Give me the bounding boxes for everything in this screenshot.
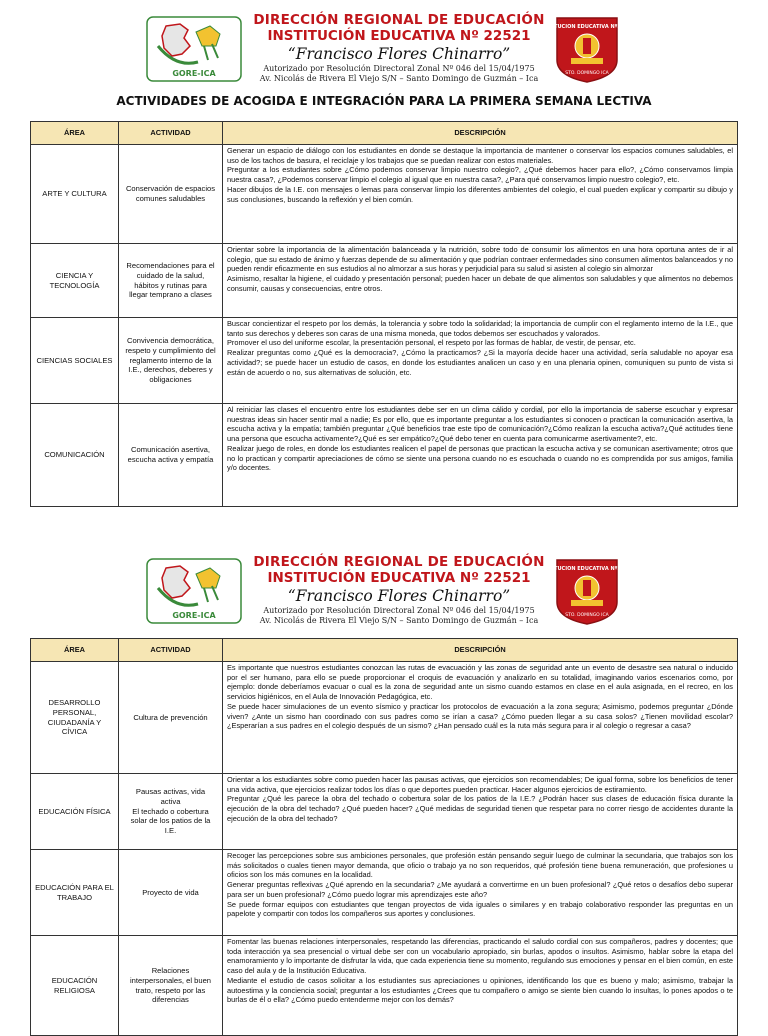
activity-cell: Convivencia democrática, respeto y cumplimiento del reglamento interno de la I.E., derechos, deberes y obligaciones: [119, 318, 223, 404]
table-row: [31, 850, 738, 936]
table-row: [31, 774, 738, 850]
description-paragraph: Promover el uso del uniforme escolar, la presentación personal, el respeto por las formas de hablar, de vestir, de pensar, etc.: [227, 338, 636, 348]
school-crest-logo: [539, 14, 635, 84]
activities-table-2: [30, 638, 738, 1036]
area-cell: ARTE Y CULTURA: [31, 145, 119, 244]
activity-cell: Conservación de espacios comunes saludables: [119, 145, 223, 244]
table-row: [31, 318, 738, 404]
description-paragraph: Recoger las percepciones sobre sus ambiciones personales, que profesión están pensando seguir luego de culminar la secundaria, que trabajos son los más solicitados o cuales tienen mayor demanda, que oficio o trabajo ya no son requeridos, qué profesión tiene buena remuneración, que profesiones u oficios son los más comunes en la localidad.: [227, 851, 733, 880]
description-paragraph: Preguntar a los estudiantes sobre ¿Cómo podemos conservar limpio nuestro colegio?, ¿Qué debemos hacer para ello?, ¿Cómo conservamos limpia nuestra casa?, ¿Podemos conservar limpio el colegio al igual que en nuestra casa?, ¿Para qué conservamos limpio nuestro colegio?, etc.: [227, 165, 733, 185]
table-row: [31, 936, 738, 1036]
table-row: [31, 145, 738, 244]
area-cell: CIENCIA Y TECNOLOGÍA: [31, 244, 119, 318]
area-cell: EDUCACIÓN RELIGIOSA: [31, 936, 119, 1036]
page-title: ACTIVIDADES DE ACOGIDA E INTEGRACIÓN PARA LA PRIMERA SEMANA LECTIVA: [116, 94, 652, 108]
area-cell: EDUCACIÓN PARA EL TRABAJO: [31, 850, 119, 936]
area-cell: COMUNICACIÓN: [31, 404, 119, 507]
column-header-activity: ACTIVIDAD: [119, 122, 223, 145]
description-paragraph: Generar preguntas reflexivas ¿Qué aprendo en la secundaria? ¿Me ayudará a convertirme en un buen profesional? ¿Qué retos o desafíos debo superar para ser un buen profesional? ¿Cómo puedo lograr mis aprendizajes este año?: [227, 880, 733, 899]
header-line-4: Autorizado por Resolución Directoral Zonal Nº 046 del 15/04/1975: [263, 64, 535, 73]
school-crest-logo: [539, 556, 635, 626]
description-paragraph: Preguntar ¿Qué les parece la obra del techado o cobertura solar de los patios de la I.E.? ¿Podrán hacer sus clases de educación física durante la ejecución de la obra del techado? ¿Qué pueden hacer? ¿Qué medidas de seguridad tienen que respetar para no correr riesgo de accidentes durante la ejecución de la obra del techado?: [227, 794, 733, 823]
description-paragraph: Asimismo, resaltar la higiene, el cuidado y presentación personal; pueden hacer un debate de que alimentos son saludables y que alimentos no debemos consumir, causas y consecuencias, entre otros.: [227, 274, 733, 293]
activity-cell: Cultura de prevención: [119, 662, 223, 774]
column-header-description: DESCRIPCIÓN: [223, 639, 738, 662]
description-paragraph: Se puede formar equipos con estudiantes que tengan proyectos de vida iguales o similares y en trabajo colaborativo responder las preguntas en un papelote y compartir con todos los compañeros sus aportes y conclusiones.: [227, 899, 733, 919]
crest-text-top: INSTITUCION EDUCATIVA Nº22521: [539, 24, 635, 30]
description-paragraph: Realizar preguntas como ¿Qué es la democracia?, ¿Cómo la practicamos? ¿Si la mayoría decide hacer una actividad, sería saludable no apoyar esa actividad?; se puede hacer un estudio de casos, en donde los estudiantes analicen un caso y en una plenaria opinen, comuniquen su punto de vista si están de acuerdo o no, sus alternativas de solución, etc.: [227, 348, 733, 377]
header-line-2: INSTITUCIÓN EDUCATIVA Nº 22521: [267, 28, 531, 44]
gore-ica-logo: [146, 16, 242, 82]
header-line-1: DIRECCIÓN REGIONAL DE EDUCACIÓN: [253, 554, 545, 570]
description-paragraph: Se puede hacer simulaciones de un evento sísmico y practicar los protocolos de evacuación a la zona segura; Asimismo, podemos preguntar ¿Dónde viven? ¿Ante un sismo han coordinado con sus padres como se irían a casa? ¿Cómo pueden llegar a su casa solos? ¿Tienen movilidad escolar? ¿Esperarían a sus padres en el colegio después de un sismo? ¿Han pensado cuál es la ruta más segura para ir al colegio o regresar a casa?: [227, 701, 733, 731]
table-row: [31, 662, 738, 774]
header-text: [240, 554, 558, 626]
area-cell: CIENCIAS SOCIALES: [31, 318, 119, 404]
header-line-3: “Francisco Flores Chinarro”: [287, 45, 511, 63]
gore-ica-logo: [146, 558, 242, 624]
activity-cell: Relaciones interpersonales, el buen trato, respeto por las diferencias: [119, 936, 223, 1036]
table-header-row: [31, 122, 738, 145]
description-cell: [223, 936, 738, 1036]
description-paragraph: Realizar juego de roles, en donde los estudiantes realicen el papel de personas que practican la escucha activa y se comunican asertivamente; otros que no lo practican y compartir apreciaciones de cómo se siente una persona cuando no es escuchada o cuando no es comprendida por sus amigos, familia y/o docentes.: [227, 443, 733, 473]
description-cell: [223, 662, 738, 774]
area-cell: EDUCACIÓN FÍSICA: [31, 774, 119, 850]
description-paragraph: Orientar sobre la importancia de la alimentación balanceada y la nutrición, sobre todo de consumir los alimentos en una hora oportuna antes de ir al colegio, que su estado de ánimo y fuerzas depende de su alimentación y que podrían contraer enfermedades sino consumen alimentos balanceados y no pueden rendir eficazmente en sus estudios al no almorzar a sus horas y perjudicial para su salud si asisten al colegio sin almorzar: [227, 245, 733, 274]
description-paragraph: Buscar concientizar el respeto por los demás, la tolerancia y sobre todo la solidaridad; la importancia de cumplir con el reglamento interno de la I.E., que tanto sus derechos y deberes son caras de una misma moneda, que todos debemos ser escuchados y valorados.: [227, 319, 733, 338]
column-header-activity: ACTIVIDAD: [119, 639, 223, 662]
activities-table-1: [30, 121, 738, 507]
description-cell: [223, 404, 738, 507]
activity-cell: Pausas activas, vida activa El techado o cobertura solar de los patios de la I.E.: [119, 774, 223, 850]
description-paragraph: Es importante que nuestros estudiantes conozcan las rutas de evacuación y las zonas de seguridad ante un evento de desastre sea natural o inducido por el ser humano, para ello se puede proporcionar el croquis de evacuación y analizarlo en su totalidad, imaginando varios escenarios como, por ejemplo: donde deberíamos evacuar o cual es la zona de seguridad ante un sismo cuando estamos en clase en el aula asignada, en el recreo, en los servicios higiénicos, en el Aula de Innovación Pedagógica, etc.: [227, 663, 733, 702]
description-cell: [223, 244, 738, 318]
column-header-area: ÁREA: [31, 639, 119, 662]
activity-cell: Recomendaciones para el cuidado de la salud, hábitos y rutinas para llegar temprano a clases: [119, 244, 223, 318]
description-paragraph: Hacer dibujos de la I.E. con mensajes o lemas para conservar limpio los diferentes ambientes del colegio, el cual pueden explicar y compartir su dibujo y sus conclusiones, buscando la reflexión y el bien común.: [227, 184, 733, 204]
header-text: [240, 12, 558, 84]
header-line-1: DIRECCIÓN REGIONAL DE EDUCACIÓN: [253, 12, 545, 28]
description-paragraph: Orientar a los estudiantes sobre como pueden hacer las pausas activas, que ejercicios son recomendables; De igual forma, sobre los beneficios de tener una vida activa, que ejercicios realizar todos los días o que deportes pueden practicar. Hacer algunos ejercicios de estiramiento.: [227, 775, 733, 794]
crest-text-bottom: STO. DOMINGO ICA: [565, 71, 609, 76]
page2-header: [0, 552, 768, 632]
description-paragraph: Fomentar las buenas relaciones interpersonales, respetando las diferencias, practicando el saludo cordial con sus compañeros, padres y docentes; que toda interacción ya sea presencial o virtual debe ser con un vocabulario apropiado, sin burlas, apodos o insultos. Asimismo, hablar sobre la etapa del enamoramiento y lo importante de disfrutar la vida, que cada experiencia tiene su momento, regulando sus emociones y pensar en el bien común, en este caso del aula y de la Institución Educativa.: [227, 937, 733, 976]
table-row: [31, 404, 738, 507]
header-line-5: Av. Nicolás de Rivera El Viejo S/N – Santo Domingo de Guzmán – Ica: [259, 616, 539, 625]
description-cell: [223, 145, 738, 244]
column-header-area: ÁREA: [31, 122, 119, 145]
table-header-row: [31, 639, 738, 662]
description-paragraph: Al reiniciar las clases el encuentro entre los estudiantes debe ser en un clima cálido y cordial, por ello la importancia de saberse escuchar y expresar nuestras ideas sin hacer sentir mal a nadie; Es por ello, que es importante preguntar a los estudiantes si conocen o practican la comunicación asertiva, la escucha activa y la empatía; también preguntar ¿Qué beneficios trae este tipo de comunicación?¿Cómo realizan la escucha activa?¿Qué actitudes tiene una persona que escucha activamente?¿Qué es ser empático?¿Qué debo tener en cuenta para comunicarme asertivamente?, etc.: [227, 405, 733, 444]
crest-text-top: INSTITUCION EDUCATIVA Nº22521: [539, 566, 635, 572]
activity-cell: Comunicación asertiva, escucha activa y empatía: [119, 404, 223, 507]
gore-ica-label: GORE-ICA: [172, 69, 216, 78]
description-paragraph: Mediante el estudio de casos solicitar a los estudiantes sus apreciaciones u opiniones, identificando los que es bueno y malo; asimismo, trabajar la autoestima y la conciencia social; preguntar a los estudiantes ¿Crees que tu compañero o amigo se siente bien cuando lo insultas, lo pones apodos o te burlas de él o ella? ¿Cómo puedo entenderme mejor con los demás?: [227, 975, 733, 1005]
crest-text-bottom: STO. DOMINGO ICA: [565, 613, 609, 618]
table-row: [31, 244, 738, 318]
header-line-2: INSTITUCIÓN EDUCATIVA Nº 22521: [267, 570, 531, 586]
description-paragraph: Generar un espacio de diálogo con los estudiantes en donde se destaque la importancia de mantener o conservar los espacios comunes saludables, el uso de los tachos de basura, el reciclaje y los trabajos que se puedan realizar con estos materiales.: [227, 146, 733, 165]
page1-header: [0, 10, 768, 90]
gore-ica-label: GORE-ICA: [172, 611, 216, 620]
activity-cell: Proyecto de vida: [119, 850, 223, 936]
description-cell: [223, 850, 738, 936]
description-cell: [223, 318, 738, 404]
header-line-4: Autorizado por Resolución Directoral Zonal Nº 046 del 15/04/1975: [263, 606, 535, 615]
column-header-description: DESCRIPCIÓN: [223, 122, 738, 145]
header-line-5: Av. Nicolás de Rivera El Viejo S/N – Santo Domingo de Guzmán – Ica: [259, 74, 539, 83]
description-cell: [223, 774, 738, 850]
header-line-3: “Francisco Flores Chinarro”: [287, 587, 511, 605]
area-cell: DESARROLLO PERSONAL, CIUDADANÍA Y CÍVICA: [31, 662, 119, 774]
